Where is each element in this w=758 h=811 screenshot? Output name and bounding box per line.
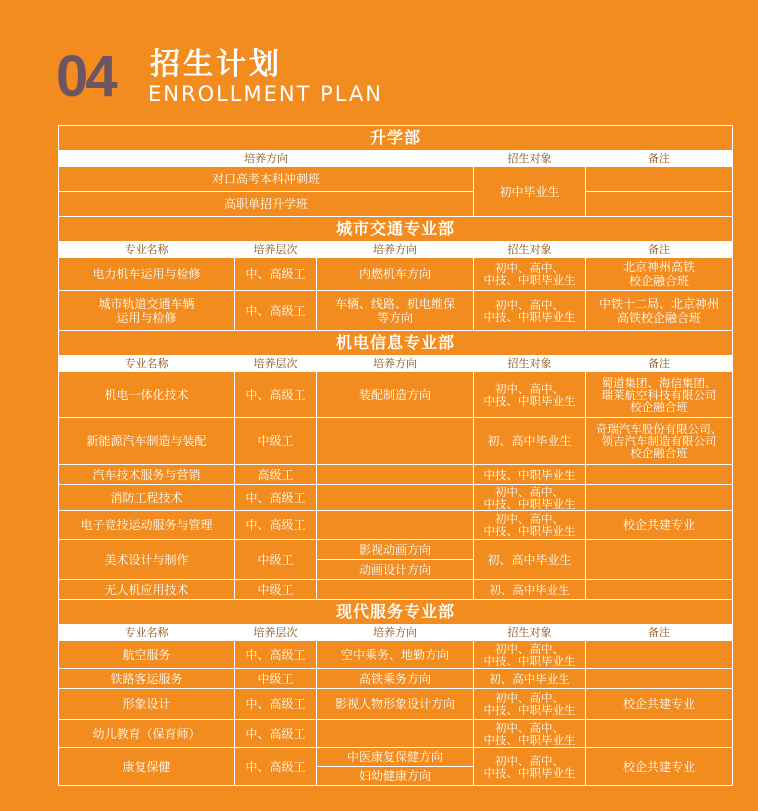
- enrollment-target: 初中、高中、 中技、中职毕业生: [474, 372, 586, 418]
- training-direction: 高铁乘务方向: [317, 669, 474, 689]
- program-note: [586, 192, 733, 217]
- column-header-row: [59, 242, 733, 258]
- major-name: 铁路客运服务: [59, 669, 235, 689]
- note: 校企共建专业: [586, 511, 733, 540]
- major-name: 美术设计与制作: [59, 540, 235, 580]
- note: 奇瑞汽车股份有限公司、 领吉汽车制造有限公司 校企融合班: [586, 418, 733, 465]
- col-header-level: 培养层次: [235, 625, 317, 641]
- training-level: 中、高级工: [235, 485, 317, 511]
- col-header-note: 备注: [586, 625, 733, 641]
- training-direction: [317, 465, 474, 485]
- training-direction: [317, 720, 474, 748]
- note: 校企共建专业: [586, 689, 733, 720]
- training-direction: 内燃机车方向: [317, 258, 474, 291]
- section-title-zh: 招生计划: [150, 47, 282, 82]
- enrollment-target: 初中、高中、 中技、中职毕业生: [474, 641, 586, 669]
- col-header-target: 招生对象: [474, 356, 586, 372]
- col-header-direction: 培养方向: [317, 625, 474, 641]
- dept-title: 机电信息专业部: [59, 331, 733, 356]
- training-direction: [317, 418, 474, 465]
- major-name: 康复保健: [59, 748, 235, 786]
- table-row: [59, 641, 733, 669]
- col-header-level: 培养层次: [235, 356, 317, 372]
- col-header-target: 招生对象: [474, 242, 586, 258]
- table-row: [59, 748, 733, 767]
- enrollment-target: 初、高中毕业生: [474, 580, 586, 600]
- note: [586, 485, 733, 511]
- training-level: 中、高级工: [235, 720, 317, 748]
- training-direction: [317, 485, 474, 511]
- col-header-direction: 培养方向: [317, 356, 474, 372]
- program-direction: 高职单招升学班: [59, 192, 474, 217]
- section-number: 04: [56, 44, 115, 109]
- major-name: 新能源汽车制造与装配: [59, 418, 235, 465]
- major-name: 电子竞技运动服务与管理: [59, 511, 235, 540]
- col-header-major: 专业名称: [59, 625, 235, 641]
- major-name: 航空服务: [59, 641, 235, 669]
- table-row: [59, 540, 733, 560]
- enrollment-table: [58, 125, 733, 786]
- note: [586, 540, 733, 580]
- training-level: 中、高级工: [235, 689, 317, 720]
- note: 校企共建专业: [586, 748, 733, 786]
- col-header-major: 专业名称: [59, 356, 235, 372]
- dept-title: 城市交通专业部: [59, 217, 733, 242]
- enrollment-target: 中技、中职毕业生: [474, 465, 586, 485]
- training-direction: 影视人物形象设计方向: [317, 689, 474, 720]
- major-name: 幼儿教育（保育师）: [59, 720, 235, 748]
- table-row: [59, 511, 733, 540]
- training-level: 中、高级工: [235, 372, 317, 418]
- training-level: 中级工: [235, 580, 317, 600]
- program-target: 初中毕业生: [474, 167, 586, 217]
- program-direction: 对口高考本科冲刺班: [59, 167, 474, 192]
- table-row: [59, 580, 733, 600]
- table-row: [59, 418, 733, 465]
- training-direction: 影视动画方向: [317, 540, 474, 560]
- col-header-note: 备注: [586, 356, 733, 372]
- table-row: [59, 291, 733, 331]
- col-header-target: 招生对象: [474, 625, 586, 641]
- training-level: 中、高级工: [235, 641, 317, 669]
- note: 蜀道集团、海信集团、 瑞莱航空科技有限公司 校企融合班: [586, 372, 733, 418]
- table-row: [59, 258, 733, 291]
- major-name: 机电一体化技术: [59, 372, 235, 418]
- section-title-en: ENROLLMENT PLAN: [148, 82, 384, 106]
- enrollment-target: 初中、高中、 中技、中职毕业生: [474, 689, 586, 720]
- table-row: [59, 372, 733, 418]
- table-row: [59, 669, 733, 689]
- note: [586, 465, 733, 485]
- note: [586, 720, 733, 748]
- table-row: [59, 689, 733, 720]
- note: 中铁十二局、北京神州 高铁校企融合班: [586, 291, 733, 331]
- training-level: 高级工: [235, 465, 317, 485]
- note: [586, 669, 733, 689]
- note: 北京神州高铁 校企融合班: [586, 258, 733, 291]
- col-header-level: 培养层次: [235, 242, 317, 258]
- section-header: [56, 42, 696, 112]
- major-name: 形象设计: [59, 689, 235, 720]
- program-note: [586, 167, 733, 192]
- training-direction: [317, 511, 474, 540]
- col-header-note: 备注: [586, 242, 733, 258]
- enrollment-target: 初中、高中、 中技、中职毕业生: [474, 748, 586, 786]
- training-level: 中级工: [235, 540, 317, 580]
- training-direction: 妇幼健康方向: [317, 767, 474, 786]
- dept-title: 现代服务专业部: [59, 600, 733, 625]
- training-direction: 装配制造方向: [317, 372, 474, 418]
- table-row: [59, 485, 733, 511]
- enrollment-target: 初、高中毕业生: [474, 418, 586, 465]
- column-header-row: [59, 356, 733, 372]
- enrollment-target: 初中、高中、 中技、中职毕业生: [474, 291, 586, 331]
- note: [586, 641, 733, 669]
- enrollment-target: 初、高中毕业生: [474, 540, 586, 580]
- note: [586, 580, 733, 600]
- training-level: 中级工: [235, 669, 317, 689]
- col-header-note: 备注: [586, 151, 733, 167]
- training-level: 中、高级工: [235, 291, 317, 331]
- col-header-direction: 培养方向: [59, 151, 474, 167]
- enrollment-target: 初中、高中、 中技、中职毕业生: [474, 720, 586, 748]
- major-name: 汽车技术服务与营销: [59, 465, 235, 485]
- enrollment-target: 初中、高中、 中技、中职毕业生: [474, 485, 586, 511]
- enrollment-target: 初中、高中、 中技、中职毕业生: [474, 511, 586, 540]
- table-row: [59, 465, 733, 485]
- training-level: 中、高级工: [235, 748, 317, 786]
- enrollment-target: 初中、高中、 中技、中职毕业生: [474, 258, 586, 291]
- training-level: 中、高级工: [235, 258, 317, 291]
- major-name: 无人机应用技术: [59, 580, 235, 600]
- major-name: 消防工程技术: [59, 485, 235, 511]
- col-header-target: 招生对象: [474, 151, 586, 167]
- training-direction: [317, 580, 474, 600]
- col-header-major: 专业名称: [59, 242, 235, 258]
- col-header-direction: 培养方向: [317, 242, 474, 258]
- column-header-row: [59, 625, 733, 641]
- training-level: 中级工: [235, 418, 317, 465]
- table-row: [59, 720, 733, 748]
- training-direction: 车辆、线路、机电维保 等方向: [317, 291, 474, 331]
- major-name: 电力机车运用与检修: [59, 258, 235, 291]
- enrollment-target: 初、高中毕业生: [474, 669, 586, 689]
- major-name: 城市轨道交通车辆 运用与检修: [59, 291, 235, 331]
- training-direction: 动画设计方向: [317, 560, 474, 580]
- training-direction: 空中乘务、地勤方向: [317, 641, 474, 669]
- training-direction: 中医康复保健方向: [317, 748, 474, 767]
- dept-title: 升学部: [59, 126, 733, 151]
- training-level: 中、高级工: [235, 511, 317, 540]
